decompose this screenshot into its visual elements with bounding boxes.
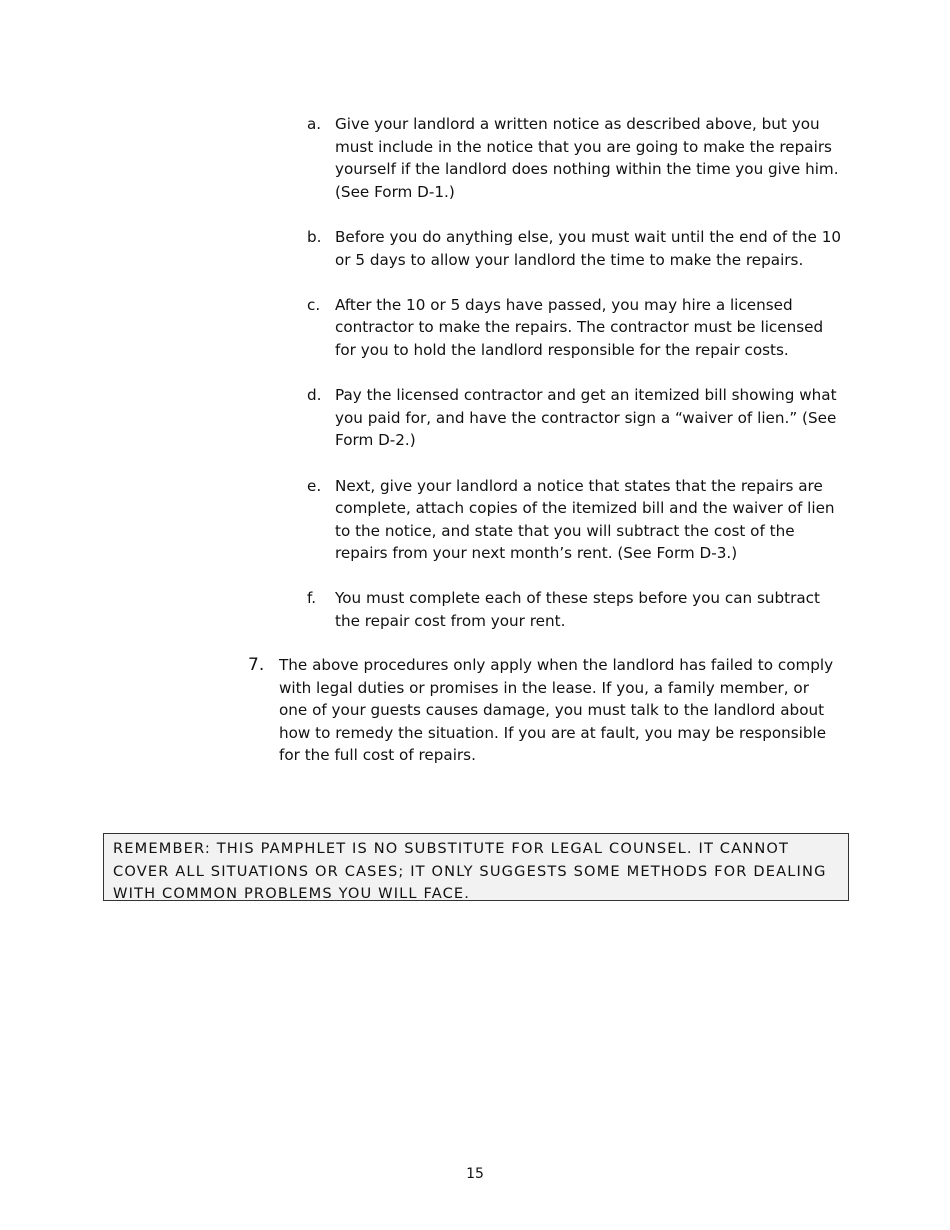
list-item-letter: b.	[307, 227, 322, 246]
list-item-letter: a.	[307, 115, 322, 133]
list-item-letter: d.	[307, 386, 322, 405]
list-item	[306, 475, 846, 565]
paragraph-text: The above procedures only apply when the landlord has failed to comply with legal duties or promises in the lease. If you, a family member, or one of your guests causes damage, you must talk to the landlord about how to remedy the situation. If you are at fault, you may be responsible for the full cost of repairs.	[279, 656, 834, 765]
list-item	[306, 384, 846, 452]
paragraph-number: 7.	[248, 655, 265, 675]
list-item-text: Before you do anything else, you must wait until the end of the 10 or 5 days to allow your landlord the time to make the repairs.	[335, 227, 842, 269]
page-number: 15	[466, 1166, 484, 1182]
list-item	[306, 294, 846, 362]
disclaimer-box	[103, 833, 849, 901]
list-item-letter: c.	[307, 295, 321, 314]
list-item	[306, 113, 846, 203]
list-item-text: After the 10 or 5 days have passed, you may hire a licensed contractor to make the repairs. The contractor must be licensed for you to hold the landlord responsible for the repair costs.	[335, 295, 824, 359]
list-item-text: Give your landlord a written notice as described above, but you must include in the notice that you are going to make the repairs yourself if the landlord does nothing within the time you give him. (See Form D-1.)	[335, 115, 839, 201]
list-item-letter: e.	[307, 476, 322, 495]
list-item-text: You must complete each of these steps before you can subtract the repair cost from your rent.	[335, 589, 820, 631]
list-item-text: Pay the licensed contractor and get an itemized bill showing what you paid for, and have the contractor sign a “waiver of lien.” (See Form D-2.)	[335, 386, 837, 450]
numbered-paragraph-7	[248, 654, 848, 767]
disclaimer-text: REMEMBER: THIS PAMPHLET IS NO SUBSTITUTE FOR LEGAL COUNSEL. IT CANNOT COVER ALL SITUATIONS OR CASES; IT ONLY SUGGESTS SOME METHODS FOR DEALING WITH COMMON PROBLEMS YOU WILL FACE.	[113, 840, 827, 903]
list-item-text: Next, give your landlord a notice that states that the repairs are complete, attach copies of the itemized bill and the waiver of lien to the notice, and state that you will subtract the cost of the repairs from your next month’s rent. (See Form D-3.)	[335, 476, 835, 563]
list-item-letter: f.	[307, 589, 317, 608]
list-item	[306, 226, 846, 271]
repair-steps-list	[306, 113, 846, 633]
list-item	[306, 587, 846, 632]
